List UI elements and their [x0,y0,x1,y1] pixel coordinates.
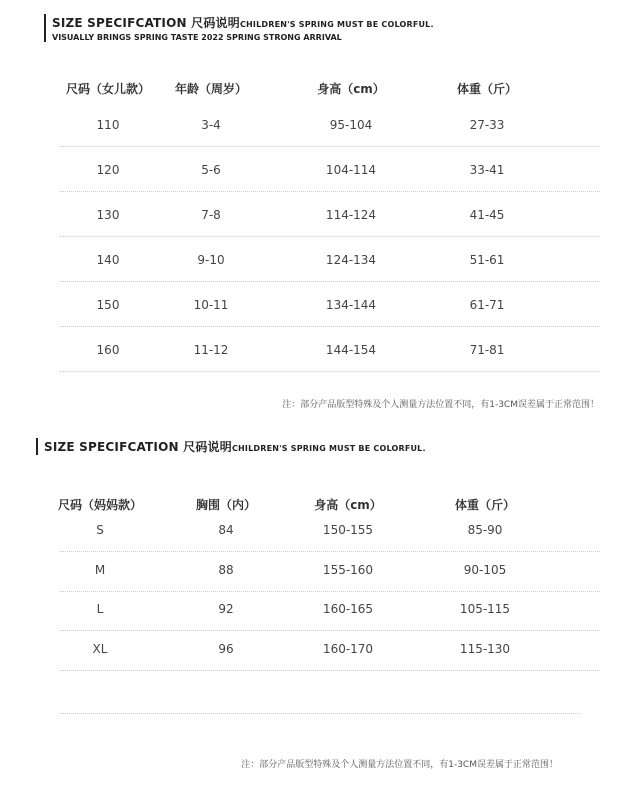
kids-title-sub: CHILDREN'S SPRING MUST BE COLORFUL. [239,20,434,29]
kids-header-cell: 年龄（周岁） [174,82,248,96]
kids-table-cell: 27-33 [469,118,505,132]
kids-table-cell: 3-4 [201,118,221,132]
mom-table-cell: 84 [218,523,234,537]
kids-table-cell: 160 [96,343,120,357]
kids-table-cell: 41-45 [469,208,505,222]
kids-title-cn: 尺码说明 [191,16,240,30]
mom-header-cell: 胸围（内） [195,498,257,512]
mom-table-cell: XL [92,641,108,656]
table-row [0,118,621,158]
row-divider [60,591,600,592]
mom-table-cell: 96 [218,641,234,656]
row-divider [60,371,600,372]
kids-table-cell: 51-61 [469,253,505,267]
mom-table-cell: 115-130 [459,641,511,656]
kids-table-cell: 150 [96,298,120,312]
kids-table-cell: 134-144 [325,298,377,312]
kids-table-cell: 5-6 [201,163,221,177]
mom-header-cell: 体重（斤） [454,498,516,512]
mom-table-cell: 105-115 [459,602,511,616]
kids-title-main: SIZE SPECIFCATION [52,16,187,30]
table-row [0,208,621,248]
table-row [0,523,621,563]
kids-header-cell: 体重（斤） [456,82,518,96]
mom-table-cell: 160-165 [322,602,374,616]
kids-title-tagline: VISUALLY BRINGS SPRING TASTE 2022 SPRING STRONG ARRIVAL [52,33,342,42]
kids-table-cell: 9-10 [197,253,225,267]
mom-table-cell: 88 [218,562,234,577]
kids-size-note: 注：部分产品版型特殊及个人测量方法位置不同，有1-3CM误差属于正常范围！ [282,400,599,410]
mom-title-cn: 尺码说明 [183,440,232,454]
mom-table-cell: 150-155 [322,523,374,537]
table-row [0,163,621,203]
mom-size-title [36,438,426,455]
mom-header-cell: 身高（cm） [314,498,382,512]
mom-title-sub: CHILDREN'S SPRING MUST BE COLORFUL. [231,444,426,453]
kids-table-cell: 104-114 [325,163,377,177]
kids-table-cell: 11-12 [193,343,229,357]
row-divider [60,630,600,631]
mom-table-cell: 160-170 [322,641,374,656]
kids-table-header [0,80,621,120]
table-row [0,298,621,338]
kids-table-cell: 120 [96,163,120,177]
mom-title-line [44,438,426,455]
table-row [0,642,621,682]
kids-header-cell: 身高（cm） [317,82,385,96]
row-divider [60,281,600,282]
kids-table-cell: 114-124 [325,208,377,222]
kids-table-cell: 95-104 [329,118,373,132]
mom-title-main: SIZE SPECIFCATION [44,440,179,454]
mom-size-note: 注：部分产品版型特殊及个人测量方法位置不同，有1-3CM误差属于正常范围！ [241,760,558,770]
mom-table-cell: 85-90 [467,523,503,537]
row-divider [60,236,600,237]
kids-table-cell: 140 [96,253,120,267]
kids-table-cell: 33-41 [469,163,505,177]
kids-table-cell: 124-134 [325,253,377,267]
kids-table-cell: 10-11 [193,298,229,312]
row-divider [60,326,600,327]
kids-size-title [44,14,434,42]
row-divider [60,551,600,552]
mom-table-cell: M [94,562,106,577]
mom-header-cell: 尺码（妈妈款） [57,498,143,512]
row-divider [60,670,600,671]
kids-table-cell: 7-8 [201,208,221,222]
kids-table-cell: 61-71 [469,298,505,312]
mom-table-cell: L [96,602,104,616]
mom-table-cell: 155-160 [322,562,374,577]
kids-table-cell: 130 [96,208,120,222]
mom-table-cell: 92 [218,602,234,616]
table-row [0,602,621,642]
mom-table-cell: 90-105 [463,562,507,577]
table-row [0,253,621,293]
mom-table-cell: S [96,523,104,537]
row-divider [60,146,600,147]
mom-table-end-divider [60,713,580,714]
kids-title-line [52,14,434,31]
table-row [0,343,621,383]
kids-header-cell: 尺码（女儿款） [65,82,151,96]
kids-table-cell: 144-154 [325,343,377,357]
row-divider [60,191,600,192]
table-row [0,563,621,603]
kids-table-cell: 110 [96,118,120,132]
kids-table-cell: 71-81 [469,343,505,357]
